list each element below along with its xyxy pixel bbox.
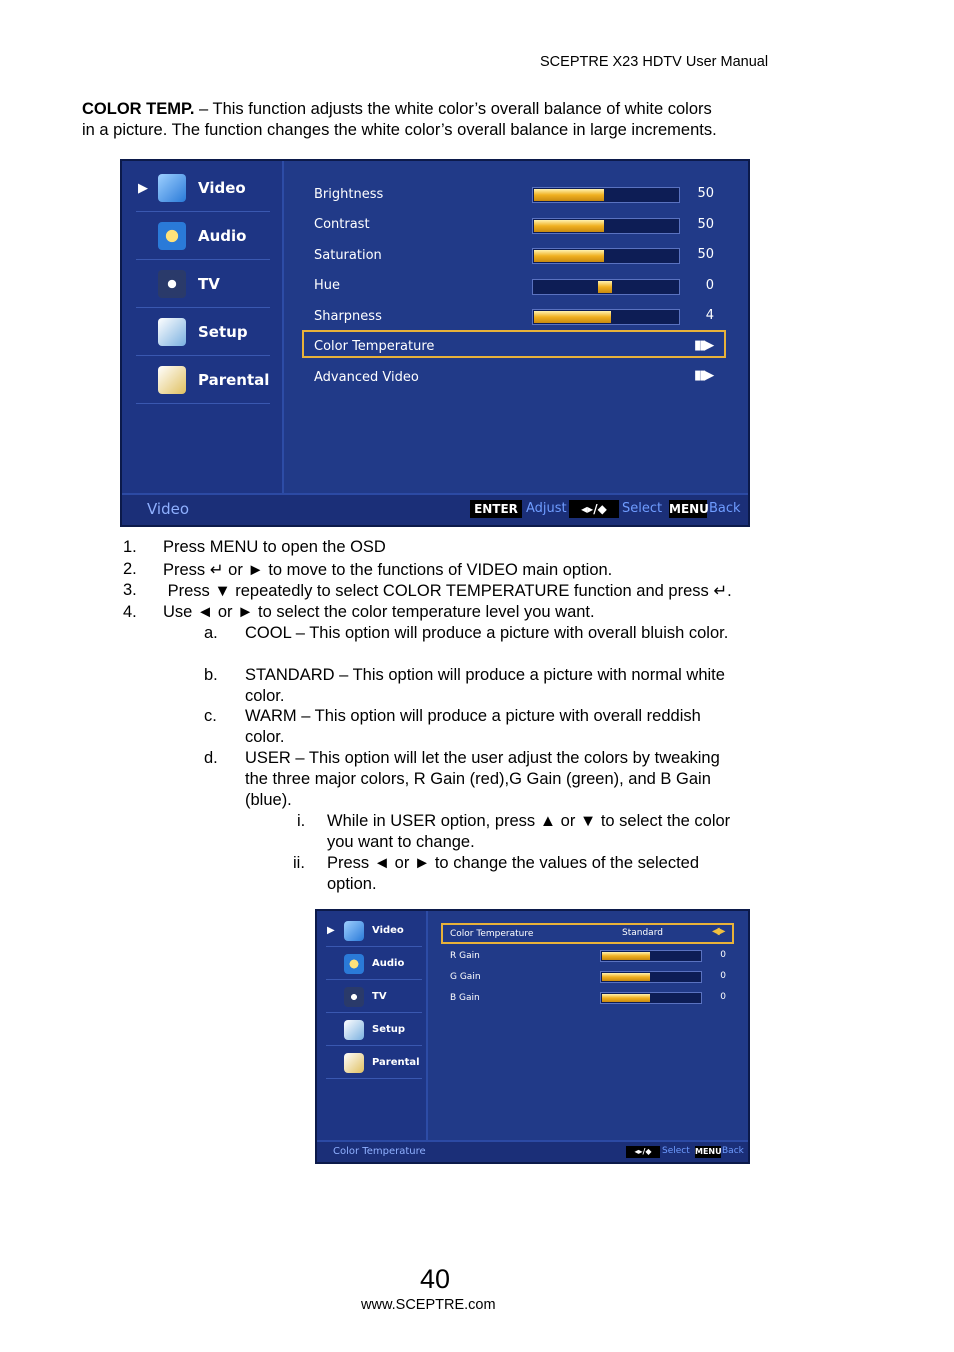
website-url: www.SCEPTRE.com: [361, 1297, 496, 1313]
substep-line: (blue).: [245, 791, 292, 809]
osd-row-label: Contrast: [314, 217, 370, 232]
substep-line: COOL – This option will produce a picture with overall bluish color.: [245, 624, 729, 642]
substep-line: color.: [245, 687, 285, 705]
osd-row-label: Sharpness: [314, 308, 382, 324]
side-menu-item-parental[interactable]: [326, 1047, 422, 1079]
step-text: Press ▼ repeatedly to select COLOR TEMPERATURE function and press ↵.: [163, 582, 732, 600]
osd-row-value: Standard: [622, 928, 663, 938]
footer-key-back: MENU: [669, 502, 709, 516]
osd-video-menu: [120, 159, 750, 527]
substep-line: USER – This option will let the user adjust the colors by tweaking: [245, 749, 720, 767]
substep-letter: b.: [204, 666, 218, 684]
osd-row-r-gain[interactable]: [450, 946, 730, 966]
intro-paragraph: [82, 99, 802, 141]
submenu-arrow-icon: ▮▮▶: [694, 337, 713, 353]
osd-side-menu: [122, 161, 284, 525]
tv-icon: [158, 270, 186, 298]
footer-key-select: ◂▸/◆: [569, 500, 619, 518]
osd-row-g-gain[interactable]: [450, 967, 730, 987]
selected-arrow-icon: ▶: [138, 180, 148, 196]
step-number: 1.: [123, 538, 137, 556]
side-menu-item-setup[interactable]: [136, 309, 270, 356]
osd-row-label: B Gain: [450, 993, 480, 1003]
step-text: Use ◄ or ► to select the color temperature level you want.: [163, 602, 595, 621]
side-menu-label: TV: [198, 275, 220, 293]
osd-row-value: 50: [697, 216, 714, 232]
substep-line: WARM – This option will produce a picture with overall reddish: [245, 707, 701, 725]
parental-icon: [344, 1053, 364, 1073]
intro-line1: – This function adjusts the white color’s overall balance of white colors: [194, 100, 712, 118]
footer-key-label: Back: [722, 1146, 744, 1156]
tv-icon: [344, 987, 364, 1007]
footer-key-label: Select: [622, 501, 663, 516]
side-menu-item-tv[interactable]: [326, 981, 422, 1013]
substep-letter: d.: [204, 749, 218, 767]
page-header: SCEPTRE X23 HDTV User Manual: [540, 54, 769, 70]
osd-row-label: Color Temperature: [450, 928, 534, 939]
osd-row-b-gain[interactable]: [450, 988, 730, 1008]
osd-row-label: Brightness: [314, 186, 384, 202]
osd-slider[interactable]: [532, 218, 680, 234]
osd-row-brightness[interactable]: [314, 179, 714, 209]
footer-key-back: MENU: [695, 1147, 722, 1156]
slider-fill: [602, 952, 650, 960]
slider-fill: [534, 250, 604, 262]
side-menu-label: Parental: [372, 1057, 420, 1068]
osd-row-contrast[interactable]: [314, 210, 714, 240]
osd-row-sharpness[interactable]: [314, 301, 714, 331]
osd-footer-title: Color Temperature: [333, 1146, 426, 1157]
selected-arrow-icon: ▶: [327, 925, 335, 936]
left-right-arrow-icon: ◀▶: [712, 926, 724, 937]
osd-main-panel: [428, 911, 748, 1162]
osd-row-hue[interactable]: [314, 271, 714, 301]
step-text: Press ↵ or ► to move to the functions of VIDEO main option.: [163, 560, 613, 579]
side-menu-item-setup[interactable]: [326, 1014, 422, 1046]
footer-key-label: Select: [662, 1146, 690, 1156]
intro-line2: in a picture. The function changes the white color’s overall balance in large increments.: [82, 121, 717, 139]
footer-key-select: ◂▸/◆: [626, 1146, 660, 1158]
osd-row-value: 0: [720, 950, 726, 960]
osd-row-advanced-video[interactable]: [314, 362, 714, 392]
step-text: Press MENU to open the OSD: [163, 538, 386, 556]
subsubstep-numeral: i.: [297, 812, 306, 830]
step-number: 2.: [123, 559, 137, 578]
osd-footer-title: Video: [147, 500, 190, 518]
side-menu-item-audio[interactable]: [136, 213, 270, 260]
osd-slider[interactable]: [532, 248, 680, 264]
parental-icon: [158, 366, 186, 394]
subsubstep-numeral: ii.: [293, 854, 305, 872]
selection-highlight: [441, 923, 734, 944]
audio-icon: [158, 222, 186, 250]
osd-row-label: G Gain: [450, 972, 481, 982]
submenu-arrow-icon: ▮▮▶: [694, 368, 713, 383]
osd-slider[interactable]: [600, 950, 702, 962]
osd-row-label: Hue: [314, 278, 341, 293]
substep-line: the three major colors, R Gain (red),G Gain (green), and B Gain: [245, 770, 711, 788]
osd-row-value: 0: [720, 992, 726, 1002]
substep-letter: c.: [204, 707, 217, 725]
osd-slider[interactable]: [532, 309, 680, 325]
side-menu-label: Audio: [372, 958, 405, 969]
footer-key-adjust: ENTER: [470, 500, 522, 518]
osd-footer: [317, 1140, 748, 1162]
osd-row-value: 50: [697, 186, 714, 201]
video-icon: [158, 174, 186, 202]
osd-row-value: 0: [720, 971, 726, 981]
side-menu-item-audio[interactable]: [326, 948, 422, 980]
step-number: 4.: [123, 602, 137, 621]
side-menu-item-video[interactable]: [136, 165, 270, 212]
step-number: 3.: [123, 581, 137, 599]
selection-highlight: [302, 330, 726, 358]
osd-slider[interactable]: [600, 992, 702, 1004]
osd-slider[interactable]: [532, 187, 680, 203]
side-menu-label: Audio: [198, 227, 247, 245]
osd-row-value: 0: [705, 277, 714, 293]
osd-slider[interactable]: [532, 279, 680, 295]
osd-row-label: Advanced Video: [314, 369, 419, 385]
osd-row-value: 4: [705, 308, 714, 323]
subsubstep-line: While in USER option, press ▲ or ▼ to select the color: [327, 812, 731, 830]
osd-row-label: Color Temperature: [314, 339, 435, 354]
slider-fill: [534, 311, 611, 323]
side-menu-item-parental[interactable]: [136, 357, 270, 404]
osd-row-value: 50: [697, 247, 714, 262]
substep-line: STANDARD – This option will produce a picture with normal white: [245, 666, 725, 684]
video-icon: [344, 921, 364, 941]
side-menu-label: Setup: [198, 323, 248, 341]
setup-icon: [158, 318, 186, 346]
substep-line: color.: [245, 728, 285, 746]
osd-slider[interactable]: [600, 971, 702, 983]
side-menu-label: Video: [198, 179, 246, 197]
osd-row-saturation[interactable]: [314, 240, 714, 270]
side-menu-label: Setup: [372, 1024, 406, 1035]
substep-letter: a.: [204, 624, 218, 642]
intro-term: COLOR TEMP.: [82, 100, 195, 118]
subsubstep-line: you want to change.: [327, 833, 475, 851]
slider-marker: [598, 281, 612, 293]
side-menu-item-video[interactable]: [326, 915, 422, 947]
osd-row-label: Saturation: [314, 247, 382, 263]
osd-side-menu: [317, 911, 428, 1162]
side-menu-label: Video: [372, 925, 404, 936]
slider-fill: [602, 994, 650, 1002]
osd-footer: [122, 493, 748, 525]
audio-icon: [344, 954, 364, 974]
subsubstep-line: option.: [327, 875, 377, 893]
footer-key-label: Back: [709, 501, 741, 516]
side-menu-label: Parental: [198, 371, 270, 389]
subsubstep-line: Press ◄ or ► to change the values of the selected: [327, 854, 700, 872]
footer-key-label: Adjust: [526, 501, 567, 516]
page-number: 40: [420, 1264, 451, 1294]
setup-icon: [344, 1020, 364, 1040]
slider-fill: [534, 189, 604, 201]
osd-main-panel: [284, 161, 748, 525]
osd-row-label: R Gain: [450, 951, 480, 961]
side-menu-item-tv[interactable]: [136, 261, 270, 308]
slider-fill: [602, 973, 650, 981]
side-menu-label: TV: [372, 991, 387, 1002]
osd-color-temperature-menu: [315, 909, 750, 1164]
slider-fill: [534, 220, 604, 232]
